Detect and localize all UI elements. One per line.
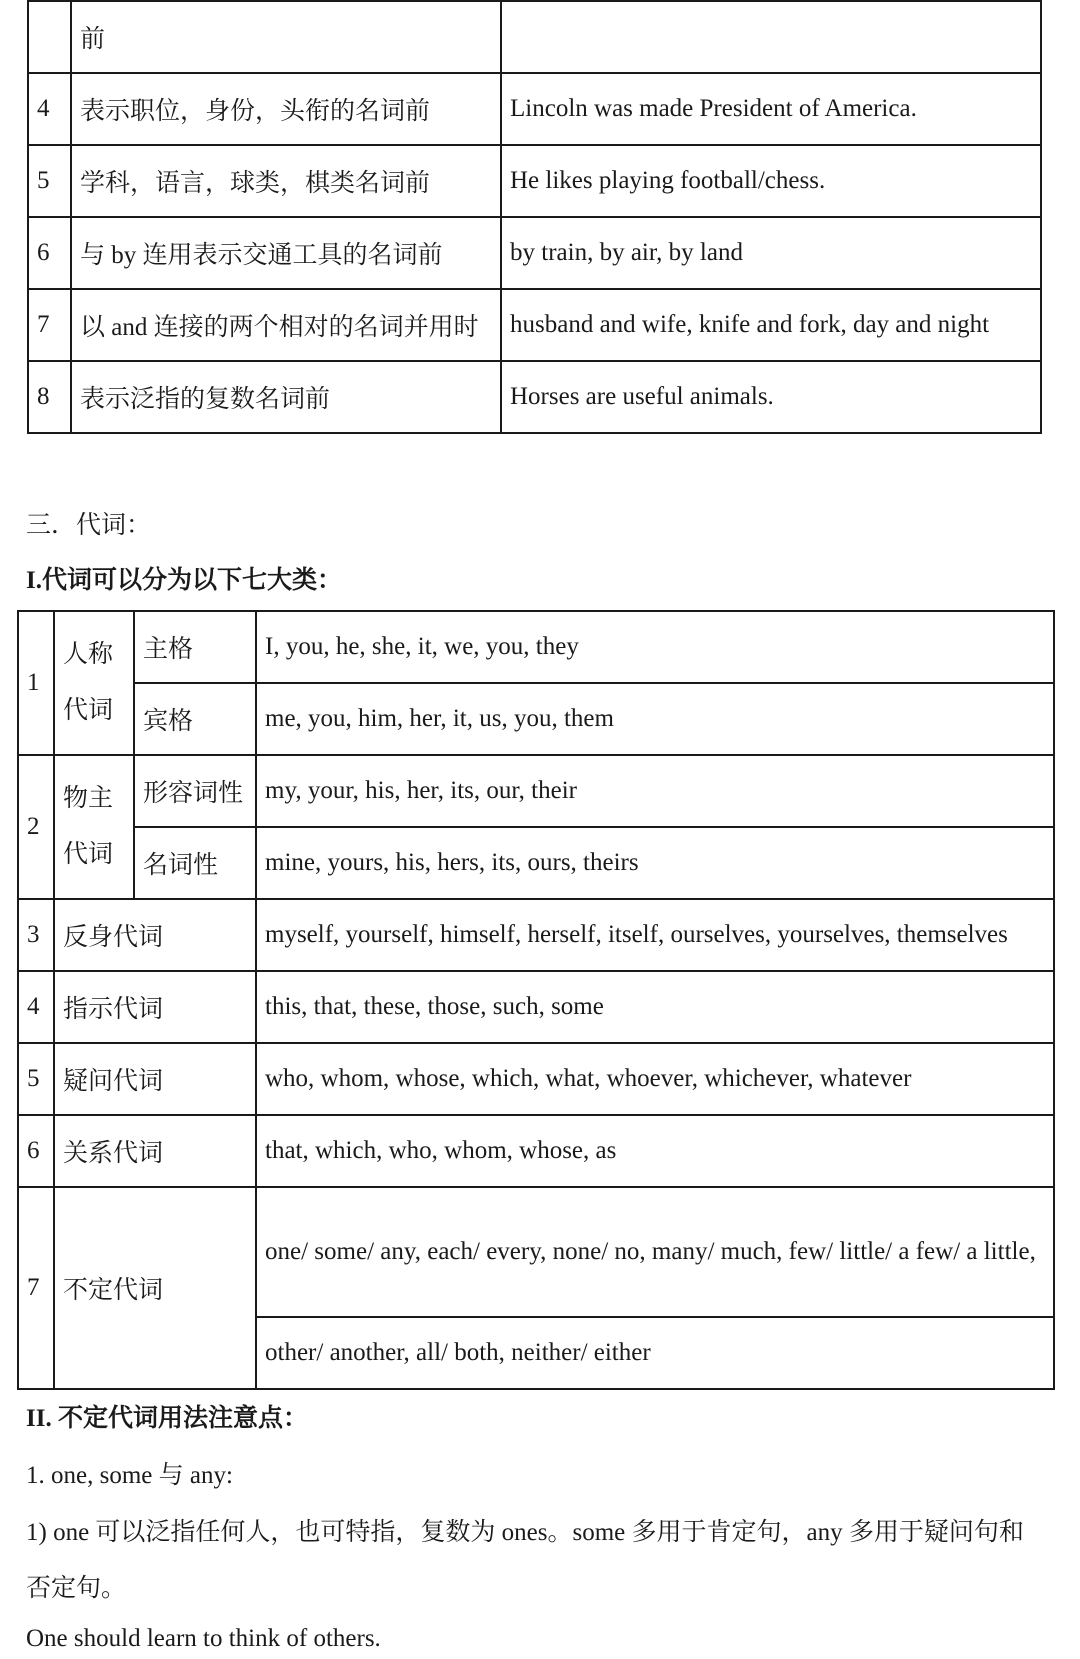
rule-cell: 学科，语言，球类，棋类名词前 [71,145,501,217]
table-row [18,827,1054,899]
articles-omission-table [27,0,1042,434]
row-number: 6 [28,217,71,289]
row-number: 6 [18,1115,54,1187]
paragraph: 1. one, some 与 any: [26,1462,233,1489]
table-row [28,1,1041,73]
table-row [28,217,1041,289]
paragraph: 1) one 可以泛指任何人，也可特指，复数为 ones。some 多用于肯定句，any 多用于疑问句和 [26,1519,1024,1546]
rule-cell: 表示职位，身份，头衔的名词前 [71,73,501,145]
row-number: 7 [18,1187,54,1389]
row-number [28,1,71,73]
row-number: 7 [28,289,71,361]
row-number: 2 [18,755,54,899]
table-row [28,361,1041,433]
example-cell: He likes playing football/chess. [501,145,1041,217]
category-name: 关系代词 [54,1115,256,1187]
table-row [28,145,1041,217]
row-number: 1 [18,611,54,755]
example-cell: my, your, his, her, its, our, their [256,755,1054,827]
row-number: 4 [28,73,71,145]
example-cell: husband and wife, knife and fork, day and night [501,289,1041,361]
subcategory-name: 宾格 [134,683,256,755]
table-row [18,971,1054,1043]
subcategory-name: 主格 [134,611,256,683]
rule-cell: 与 by 连用表示交通工具的名词前 [71,217,501,289]
table-row [18,611,1054,683]
pronoun-categories-table [17,610,1055,1390]
table-row [28,289,1041,361]
example-cell [501,1,1041,73]
table-row [28,73,1041,145]
category-name: 指示代词 [54,971,256,1043]
example-cell: other/ another, all/ both, neither/ either [256,1317,1054,1389]
table-row [18,899,1054,971]
rule-cell: 以 and 连接的两个相对的名词并用时 [71,289,501,361]
row-number: 5 [28,145,71,217]
example-cell: one/ some/ any, each/ every, none/ no, many/ much, few/ little/ a few/ a little, [256,1187,1054,1317]
example-cell: by train, by air, by land [501,217,1041,289]
category-name: 不定代词 [54,1187,256,1389]
category-name: 人称 代词 [54,611,134,755]
subsection-heading: I.代词可以分为以下七大类： [26,567,342,594]
row-number: 8 [28,361,71,433]
table-row [18,1043,1054,1115]
example-cell: Lincoln was made President of America. [501,73,1041,145]
example-cell: who, whom, whose, which, what, whoever, whichever, whatever [256,1043,1054,1115]
row-number: 3 [18,899,54,971]
row-number: 5 [18,1043,54,1115]
section-heading: 三．代词： [26,512,152,539]
subcategory-name: 名词性 [134,827,256,899]
example-cell: that, which, who, whom, whose, as [256,1115,1054,1187]
example-cell: myself, yourself, himself, herself, itself, ourselves, yourselves, themselves [256,899,1054,971]
category-name: 疑问代词 [54,1043,256,1115]
paragraph: 否定句。 [26,1575,127,1602]
example-cell: Horses are useful animals. [501,361,1041,433]
row-number: 4 [18,971,54,1043]
table-row [18,755,1054,827]
example-sentence: One should learn to think of others. [26,1625,381,1652]
subcategory-name: 形容词性 [134,755,256,827]
category-name: 反身代词 [54,899,256,971]
table-row [18,683,1054,755]
table-row [18,1187,1054,1317]
rule-cell: 表示泛指的复数名词前 [71,361,501,433]
table-row [18,1115,1054,1187]
example-cell: mine, yours, his, hers, its, ours, theirs [256,827,1054,899]
subsection-heading: II. 不定代词用法注意点： [26,1405,308,1432]
rule-cell: 前 [71,1,501,73]
example-cell: this, that, these, those, such, some [256,971,1054,1043]
example-cell: I, you, he, she, it, we, you, they [256,611,1054,683]
example-cell: me, you, him, her, it, us, you, them [256,683,1054,755]
category-name: 物主 代词 [54,755,134,899]
